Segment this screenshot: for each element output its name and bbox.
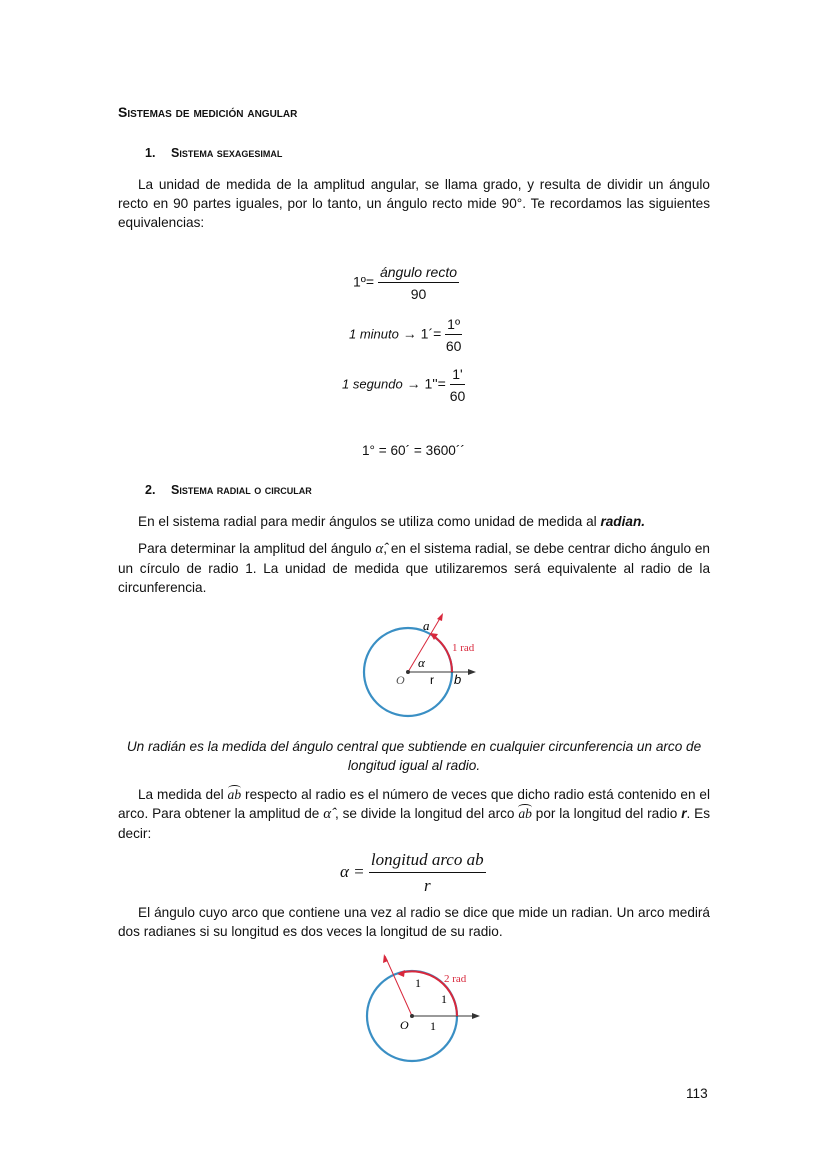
arrow-head bbox=[437, 613, 443, 621]
alpha-symbol: α̂ bbox=[323, 806, 332, 822]
paragraph: La unidad de medida de la amplitud angular, se llama grado, y resulta de dividir un ángulo recto en 90 partes iguales, por lo tanto, un ángulo recto mide 90°. Te recordamos las siguientes equivalencias: bbox=[118, 177, 710, 230]
arrow-head bbox=[397, 970, 405, 977]
paragraph bbox=[118, 512, 710, 531]
alpha-formula bbox=[340, 850, 486, 896]
page-number: 113 bbox=[686, 1086, 708, 1101]
formula-minute bbox=[349, 316, 462, 354]
text: La medida del bbox=[138, 787, 228, 802]
emphasis: radian. bbox=[600, 514, 646, 529]
label-o: O bbox=[400, 1018, 409, 1032]
arc-ab: ab bbox=[518, 806, 532, 821]
formula-second bbox=[342, 366, 465, 404]
alpha-symbol: α̂ bbox=[375, 541, 384, 557]
label-one: 1 bbox=[441, 992, 447, 1006]
label-rad: 2 rad bbox=[444, 973, 467, 985]
text: Para determinar la amplitud del ángulo bbox=[138, 541, 376, 556]
arc-ab: ab bbox=[227, 787, 242, 802]
ray-line bbox=[385, 956, 412, 1016]
numerator: 1' bbox=[450, 366, 464, 385]
section-title: Sistema radial o circular bbox=[171, 483, 312, 497]
label-a: a bbox=[423, 618, 430, 633]
label-o: O bbox=[396, 673, 405, 687]
denominator: 60 bbox=[445, 338, 462, 354]
text: . Es decir: bbox=[118, 806, 711, 841]
fraction bbox=[445, 316, 462, 354]
fraction bbox=[369, 850, 486, 896]
equivalence: 1° = 60´ = 3600´´ bbox=[362, 443, 465, 458]
section-2-heading bbox=[145, 483, 312, 497]
section-number: 2. bbox=[145, 483, 156, 497]
label-rad: 1 rad bbox=[452, 642, 475, 654]
text: , se divide la longitud del arco bbox=[331, 806, 519, 821]
page-title: Sistemas de medición angular bbox=[118, 104, 298, 120]
text: , en el sistema radial, se debe centrar dicho ángulo en un círculo de radio 1. La unidad de medida que utilizaremos será equivalente al radio de la circunferencia. bbox=[118, 541, 710, 595]
label-one: 1 bbox=[415, 976, 421, 990]
text: por la longitud del radio bbox=[531, 806, 682, 821]
label-one: 1 bbox=[430, 1019, 436, 1033]
numerator: longitud arco ab bbox=[369, 850, 486, 873]
radius-symbol: r bbox=[681, 806, 687, 821]
fraction bbox=[450, 366, 466, 404]
formula-lhs: → 1´= bbox=[402, 325, 442, 342]
denominator: r bbox=[423, 876, 431, 895]
formula-label: 1 segundo bbox=[342, 376, 403, 392]
formula-lhs: 1º= bbox=[353, 273, 375, 290]
formula-label: 1 minuto bbox=[349, 326, 399, 342]
formula-degree bbox=[353, 264, 459, 302]
section-number: 1. bbox=[145, 146, 156, 160]
arrow-head bbox=[472, 1013, 480, 1019]
numerator: 1º bbox=[445, 316, 462, 335]
arrow-head bbox=[468, 669, 476, 675]
definition-caption: Un radián es la medida del ángulo central que subtiende en cualquier circunferencia un arco de longitud igual al radio. bbox=[126, 739, 702, 773]
denominator: 60 bbox=[449, 388, 466, 404]
paragraph bbox=[118, 785, 710, 843]
label-r: r bbox=[430, 673, 434, 687]
section-title: Sistema sexagesimal bbox=[171, 146, 283, 160]
text: En el sistema radial para medir ángulos se utiliza como unidad de medida al bbox=[138, 514, 601, 529]
label-b: b bbox=[454, 672, 462, 687]
denominator: 90 bbox=[410, 286, 427, 302]
fraction bbox=[378, 264, 459, 302]
label-alpha: α bbox=[418, 655, 425, 670]
formula-lhs: α = bbox=[340, 861, 365, 881]
two-radian-diagram bbox=[350, 950, 490, 1070]
radian-diagram bbox=[350, 605, 490, 720]
numerator: ángulo recto bbox=[378, 264, 459, 283]
section-1-heading bbox=[145, 146, 282, 160]
text: respecto al radio es el número de veces que dicho radio está contenido en el arco. Para obtener la amplitud de bbox=[118, 787, 710, 821]
arc bbox=[432, 635, 452, 672]
paragraph bbox=[118, 539, 710, 597]
formula-lhs: → 1''= bbox=[406, 375, 446, 392]
paragraph: El ángulo cuyo arco que contiene una vez al radio se dice que mide un radian. Un arco medirá dos radianes si su longitud es dos veces la longitud de su radio. bbox=[118, 905, 710, 939]
